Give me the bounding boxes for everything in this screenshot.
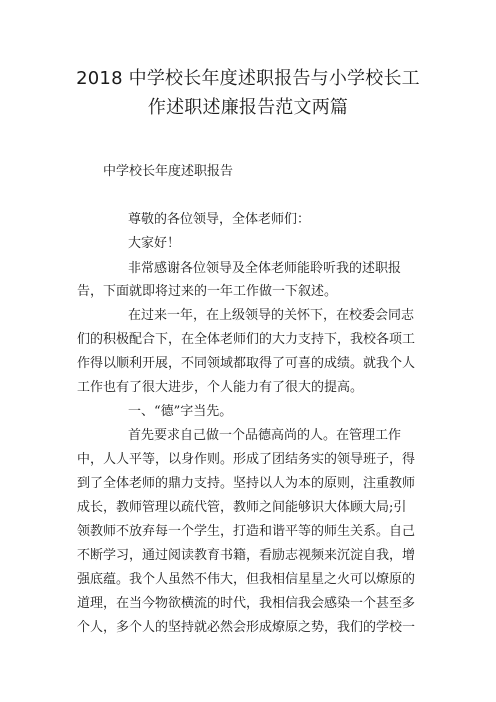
paragraph-line: 在过来一年，在上级领导的关怀下，在校委会同志 [128, 308, 415, 323]
section-heading-line: 一、“德”字当先。 [128, 404, 233, 419]
paragraph-line: 领教师不放弃每一个学生，打造和谐平等的师生关系。自己 [77, 524, 416, 539]
paragraph-line: 告，下面就即将过来的一年工作做一下叙述。 [77, 284, 338, 299]
paragraph-line: 到了全体老师的鼎力支持。坚持以人为本的原则，注重教师 [77, 476, 416, 491]
paragraph-line: 工作也有了很大进步，个人能力有了很大的提高。 [77, 380, 364, 395]
greeting-line: 大家好！ [128, 236, 181, 251]
title-line-2: 作述职述廉报告范文两篇 [147, 97, 349, 118]
paragraph-line: 不断学习，通过阅读教育书籍，看励志视频来沉淀自我，增 [77, 548, 416, 563]
paragraph-line: 非常感谢各位领导及全体老师能聆听我的述职报 [128, 261, 402, 276]
paragraph-line: 个人，多个人的坚持就必然会形成燎原之势，我们的学校一 [77, 620, 416, 635]
paragraph-line: 道理，在当今物欲横流的时代，我相信我会感染一个甚至多 [77, 596, 416, 611]
paragraph-line: 中，人人平等，以身作则。形成了团结务实的领导班子，得 [77, 452, 416, 467]
paragraph-line: 强底蕴。我个人虽然不伟大，但我相信星星之火可以燎原的 [77, 572, 416, 587]
paragraph-line: 们的积极配合下，在全体老师们的大力支持下，我校各项工 [77, 332, 416, 347]
paragraph-line: 作得以顺利开展，不同领域都取得了可喜的成绩。就我个人 [77, 356, 416, 371]
paragraph-line: 成长，教师管理以疏代管，教师之间能够识大体顾大局;引 [77, 500, 407, 515]
paragraph-line: 首先要求自己做一个品德高尚的人。在管理工作 [128, 428, 402, 443]
document-title [40, 64, 456, 122]
title-line-1: 2018 中学校长年度述职报告与小学校长工 [76, 68, 420, 89]
salutation-line: 尊敬的各位领导，全体老师们： [128, 212, 311, 227]
section-heading: 中学校长年度述职报告 [103, 164, 234, 179]
